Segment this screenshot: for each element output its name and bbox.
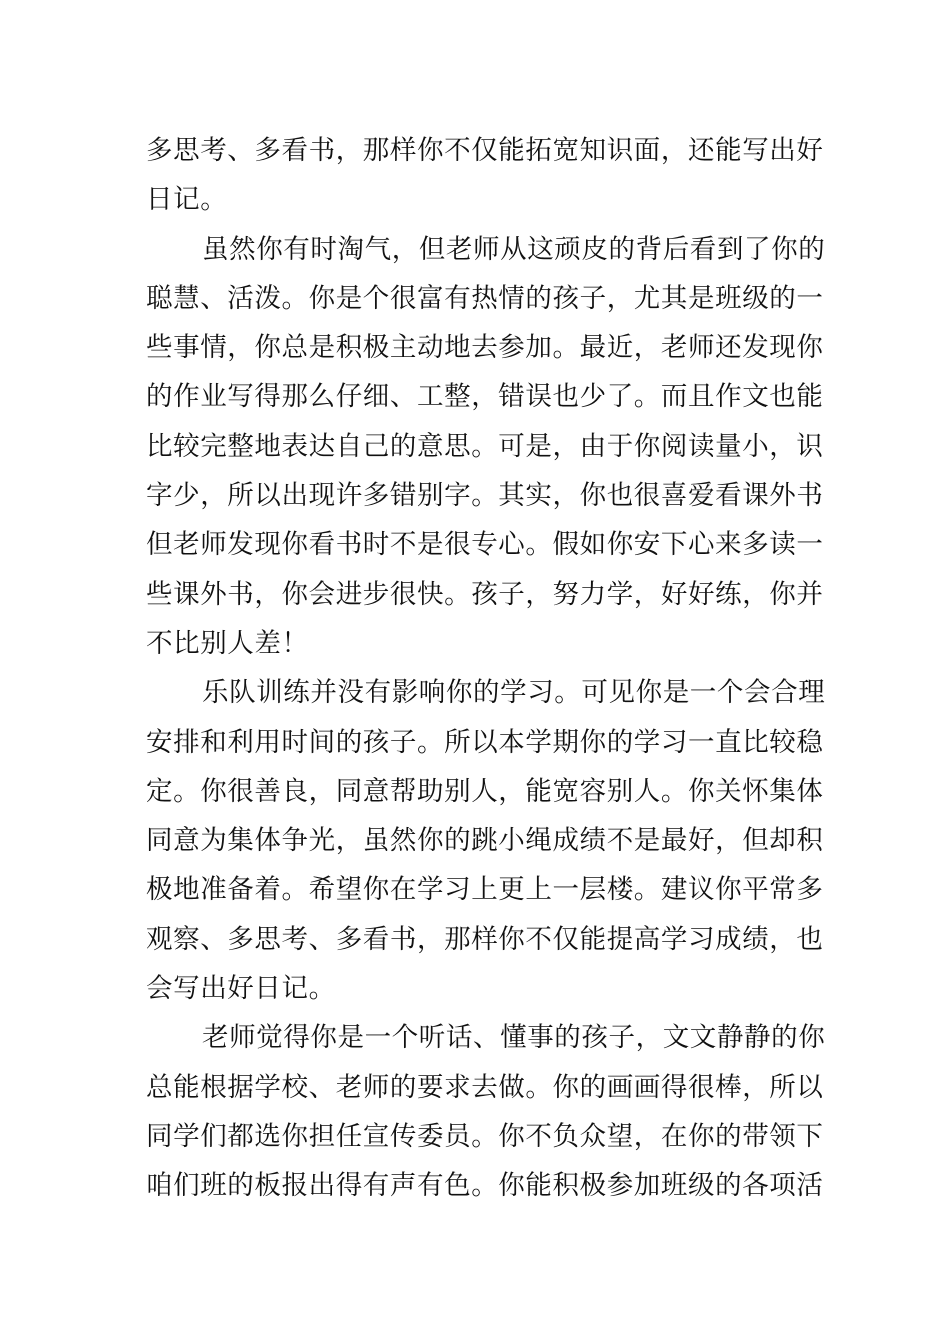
text-line: 咱们班的板报出得有声有色。你能积极参加班级的各项活 (146, 1170, 824, 1202)
paragraph-start-line: 老师觉得你是一个听话、懂事的孩子，文文静静的你 (202, 1022, 826, 1054)
text-line: 字少，所以出现许多错别字。其实，你也很喜爱看课外书 (146, 480, 824, 512)
text-line: 总能根据学校、老师的要求去做。你的画画得很棒，所以 (146, 1071, 824, 1103)
text-line: 安排和利用时间的孩子。所以本学期你的学习一直比较稳 (146, 726, 824, 758)
text-line: 但老师发现你看书时不是很专心。假如你安下心来多读一 (146, 529, 824, 561)
text-line: 聪慧、活泼。你是个很富有热情的孩子，尤其是班级的一 (146, 282, 824, 314)
text-line: 极地准备着。希望你在学习上更上一层楼。建议你平常多 (146, 874, 824, 906)
text-line: 比较完整地表达自己的意思。可是，由于你阅读量小，识 (146, 430, 824, 462)
paragraph-start-line: 虽然你有时淘气，但老师从这顽皮的背后看到了你的 (202, 233, 826, 265)
text-line: 日记。 (146, 184, 228, 216)
text-line: 不比别人差！ (146, 627, 309, 659)
text-line: 的作业写得那么仔细、工整，错误也少了。而且作文也能 (146, 381, 824, 413)
text-line: 同学们都选你担任宣传委员。你不负众望，在你的带领下 (146, 1120, 824, 1152)
text-line: 会写出好日记。 (146, 973, 336, 1005)
text-line: 定。你很善良，同意帮助别人，能宽容别人。你关怀集体 (146, 775, 824, 807)
paragraph-start-line: 乐队训练并没有影响你的学习。可见你是一个会合理 (202, 677, 826, 709)
text-line: 同意为集体争光，虽然你的跳小绳成绩不是最好，但却积 (146, 825, 824, 857)
text-line: 些课外书，你会进步很快。孩子，努力学，好好练，你并 (146, 578, 824, 610)
comment-text-block (146, 126, 826, 1211)
text-line: 些事情，你总是积极主动地去参加。最近，老师还发现你 (146, 332, 824, 364)
text-line: 观察、多思考、多看书，那样你不仅能提高学习成绩，也 (146, 923, 824, 955)
text-line: 多思考、多看书，那样你不仅能拓宽知识面，还能写出好 (146, 135, 824, 166)
